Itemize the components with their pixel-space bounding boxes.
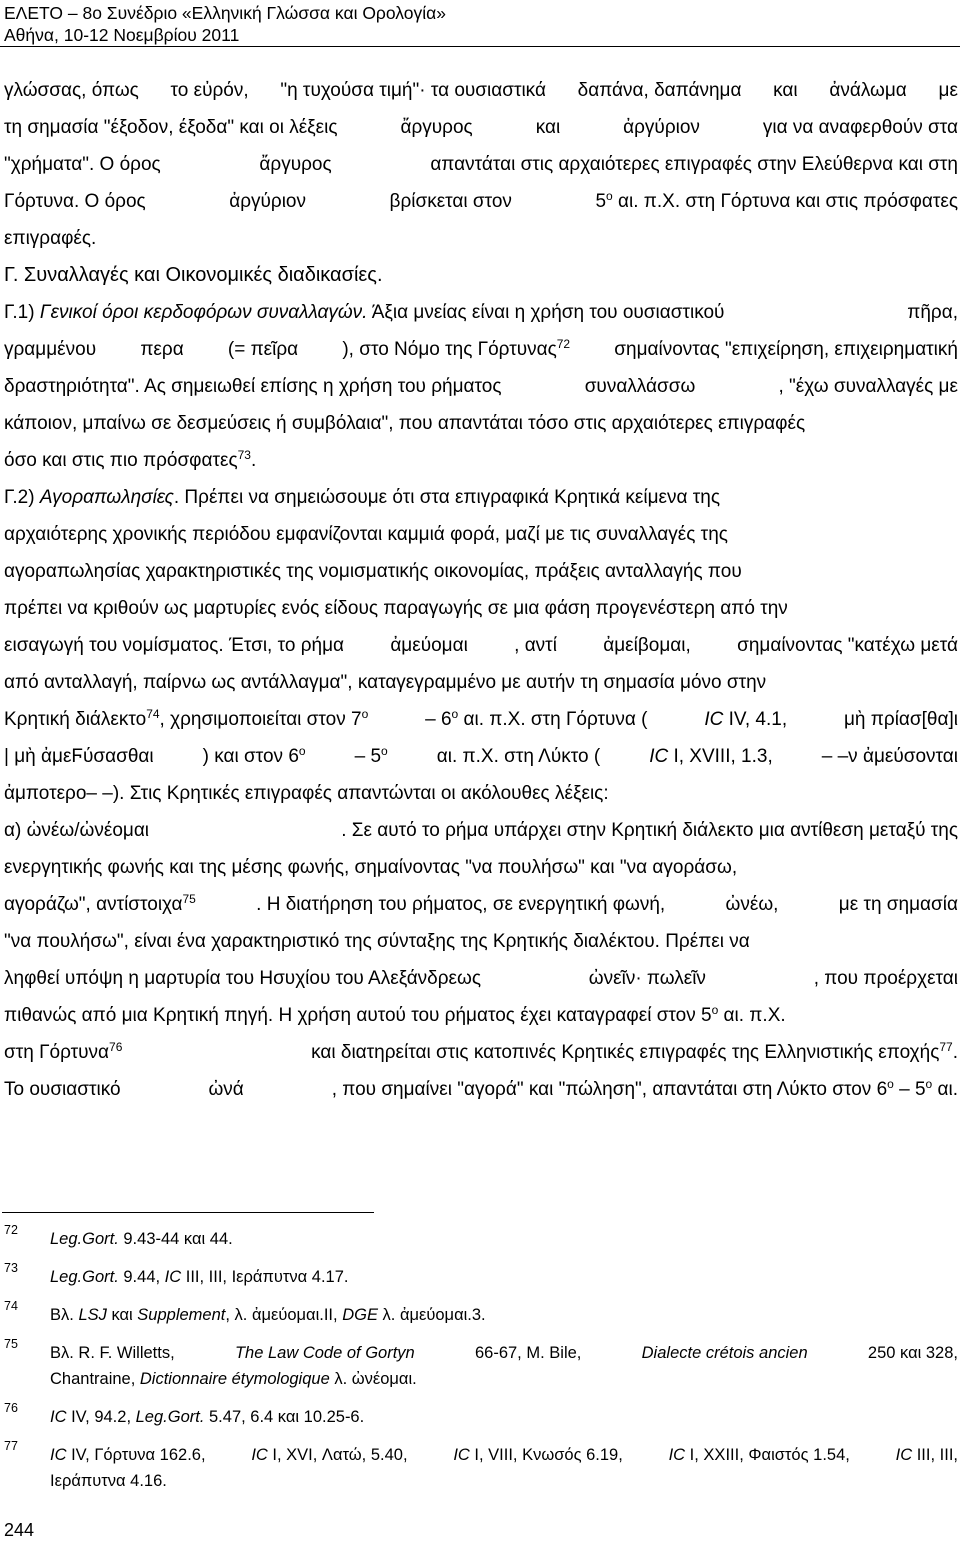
running-header	[4, 2, 446, 46]
footnote-ref: 76	[109, 1040, 123, 1054]
footnote-separator	[2, 1212, 374, 1213]
footnote-75: 75 Βλ. R. F. Willetts, The Law Code of Gortyn 66-67, M. Bile, Dialecte crétois ancien 250 και 328, Chantraine, Dictionnaire étymologique λ. ὠνέομαι.	[4, 1337, 958, 1388]
text-line: όσο και στις πιο πρόσφατες$^{73}$.	[4, 448, 257, 471]
text-line: Γόρτυνα. Ο όρος ἀργύριον βρίσκεται στον $5^o$ αι. π.Χ. στη Γόρτυνα και στις πρόσφατες	[4, 189, 958, 212]
page-number: 244	[4, 1520, 35, 1540]
text-line: δραστηριότητα". Ας σημειωθεί επίσης η χρήση του ρήματος συναλλάσσω , "έχω συναλλαγές με	[4, 376, 958, 397]
footnote-ref: 73	[237, 448, 251, 462]
footnote-ref: 72	[556, 337, 571, 351]
text-line: γραμμένου περα (= πεῖρα ), στο Νόμο της Γόρτυνας$^{72}$ σημαίνοντας "επιχείρηση, επιχειρηματική	[4, 337, 958, 360]
subsection-g2-first-line: Γ.2) Αγοραπωλησίες. Πρέπει να σημειώσουμε ότι στα επιγραφικά Κρητικά κείμενα της	[4, 487, 721, 508]
text-line: αρχαιότερης χρονικής περιόδου εμφανίζονται καμμιά φορά, μαζί με τις συναλλαγές της	[4, 524, 728, 545]
text-line: Κρητική διάλεκτο$^{74}$, χρησιμοποιείται στον $7^o$ – $6^o$ αι. π.Χ. στη Γόρτυνα ( IC IV, 4.1, μὴ πρίασ[θα]ι	[4, 707, 958, 730]
text-line: εισαγωγή του νομίσματος. Έτσι, το ρήμα ἀμεύομαι , αντί ἀμείβομαι, σημαίνοντας "κατέχω μετά	[4, 635, 958, 656]
subsection-title: Αγοραπωλησίες	[39, 487, 174, 508]
footnotes	[4, 1223, 958, 1506]
header-conference: ΕΛΕΤΟ – 8ο Συνέδριο «Ελληνική Γλώσσα και Ορολογία»	[4, 3, 446, 23]
footnote-74: 74 Βλ. LSJ και Supplement, λ. ἀμεύομαι.ΙΙ, DGE λ. ἀμεύομαι.3.	[4, 1299, 486, 1324]
body-text	[4, 72, 958, 1108]
text-line: στη Γόρτυνα$^{76}$ και διατηρείται στις κατοπινές Κρητικές επιγραφές της Ελληνιστικής εποχής$^{77}$.	[4, 1040, 958, 1063]
text-line: επιγραφές.	[4, 228, 97, 249]
footnote-ref: 77	[939, 1040, 953, 1054]
text-line: ἀμποτερο– –). Στις Κρητικές επιγραφές απαντώνται οι ακόλουθες λέξεις:	[4, 783, 609, 804]
text-line: αγοραπωλησίας χαρακτηριστικές της νομισματικής οικονομίας, πράξεις ανταλλαγής που	[4, 561, 742, 582]
text-line: αγοράζω", αντίστοιχα$^{75}$ . Η διατήρηση του ρήματος, σε ενεργητική φωνή, ὠνέω, με τη σημασία	[4, 892, 958, 915]
header-rule	[0, 46, 960, 47]
footnote-ref: 74	[146, 707, 160, 721]
paragraph-a-first-line: α) ὠνέω/ὠνέομαι . Σε αυτό το ρήμα υπάρχει στην Κρητική διάλεκτο μια αντίθεση μεταξύ της	[4, 820, 958, 841]
text-line: τη σημασία "έξοδον, έξοδα" και οι λέξεις ἄργυρος και ἀργύριον για να αναφερθούν στα	[4, 117, 958, 138]
text-line: Το ουσιαστικό ὠνά , που σημαίνει "αγορά" και "πώληση", απαντάται στη Λύκτο στον $6^o - 5^o$ αι.	[4, 1077, 958, 1100]
text-line: ληφθεί υπόψη η μαρτυρία του Ησυχίου του Αλεξάνδρεως ὠνεῖν· πωλεῖν , που προέρχεται	[4, 968, 958, 989]
text-line: πρέπει να κριθούν ως μαρτυρίες ενός είδους παραγωγής σε μια φάση προγενέστερη από την	[4, 598, 788, 619]
text-line: γλώσσας, όπως το εὐρόν, "η τυχούσα τιμή"· τα ουσιαστικά δαπάνα, δαπάνημα και ἀνάλωμα με	[4, 80, 958, 101]
text-line: "χρήματα". Ο όρος ἄργυρος απαντάται στις αρχαιότερες επιγραφές στην Ελεύθερνα και στη	[4, 154, 958, 175]
section-heading: Γ. Συναλλαγές και Οικονομικές διαδικασίες.	[4, 264, 383, 286]
text-line: | μὴ ἀμεϜύσασθαι ) και στον $6^o$ – $5^o$ αι. π.Χ. στη Λύκτο ( IC I, XVIII, 1.3, – –ν ἀμεύσονται	[4, 744, 958, 767]
text-line: "να πουλήσω", είναι ένα χαρακτηριστικό της σύνταξης της Κρητικής διαλέκτου. Πρέπει να	[4, 931, 750, 952]
subsection-label: Γ.1)	[4, 302, 40, 323]
subsection-g1-first-line: Γ.1) Γενικοί όροι κερδοφόρων συναλλαγών. Άξια μνείας είναι η χρήση του ουσιαστικού πῆρα,	[4, 302, 958, 323]
footnote-76: 76 IC IV, 94.2, Leg.Gort. 5.47, 6.4 και 10.25-6.	[4, 1401, 365, 1426]
footnote-77: 77 IC IV, Γόρτυνα 162.6, IC I, XVI, Λατώ, 5.40, IC I, VIII, Κνωσός 6.19, IC I, XXIII, Φαιστός 1.54, IC III, III, Ιεράπυτνα 4.16.	[4, 1439, 958, 1490]
text-line: πιθανώς από μια Κρητική πηγή. Η χρήση αυτού του ρήματος έχει καταγραφεί στον $5^o$ αι. π.Χ.	[4, 1003, 786, 1026]
header-place-date: Αθήνα, 10-12 Νοεμβρίου 2011	[4, 25, 240, 45]
subsection-label: Γ.2)	[4, 487, 40, 508]
text-line: κάποιον, μπαίνω σε δεσμεύσεις ή συμβόλαια", που απαντάται τόσο στις αρχαιότερες επιγραφές	[4, 413, 806, 434]
subsection-title: Γενικοί όροι κερδοφόρων συναλλαγών.	[39, 302, 368, 323]
footnote-73: 73 Leg.Gort. 9.44, IC III, III, Ιεράπυτνα 4.17.	[4, 1261, 349, 1286]
footnote-72: 72 Leg.Gort. 9.43-44 και 44.	[4, 1223, 233, 1248]
footnote-ref: 75	[182, 892, 196, 906]
text-line: από ανταλλαγή, παίρνω ως αντάλλαγμα", καταγεγραμμένο με αυτήν τη σημασία μόνο στην	[4, 672, 767, 693]
text-line: ενεργητικής φωνής και της μέσης φωνής, σημαίνοντας "να πουλήσω" και "να αγοράσω,	[4, 857, 738, 878]
